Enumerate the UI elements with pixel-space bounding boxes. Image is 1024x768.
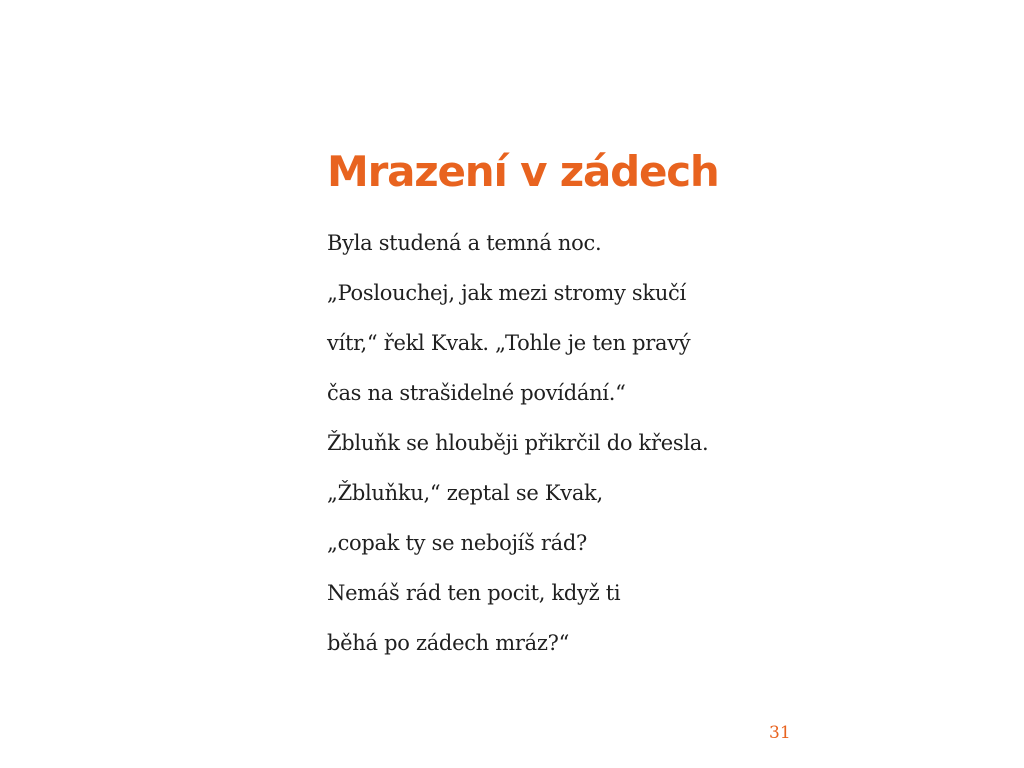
story-line: „Poslouchej, jak mezi stromy skučí (327, 281, 686, 305)
story-line: čas na strašidelné povídání.“ (327, 381, 626, 405)
story-line: Nemáš rád ten pocit, když ti (327, 581, 621, 605)
story-line: vítr,“ řekl Kvak. „Tohle je ten pravý (327, 331, 691, 355)
story-line: Byla studená a temná noc. (327, 231, 602, 255)
story-line: Žbluňk se hlouběji přikrčil do křesla. (327, 431, 709, 455)
chapter-title: Mrazení v zádech (327, 147, 719, 196)
story-line: „Žbluňku,“ zeptal se Kvak, (327, 481, 603, 505)
page-number: 31 (769, 723, 791, 743)
story-line: běhá po zádech mráz?“ (327, 631, 569, 655)
story-text (327, 225, 708, 675)
story-line: „copak ty se nebojíš rád? (327, 531, 587, 555)
